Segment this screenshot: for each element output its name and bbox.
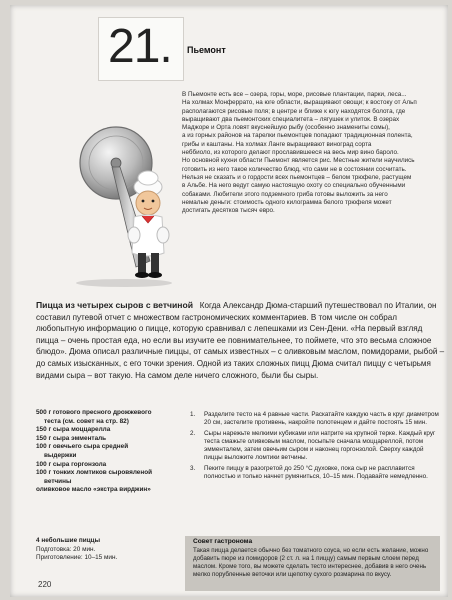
book-page (10, 5, 448, 597)
ingredient-line: 100 г тонких ломтиков сыровяленой (36, 469, 153, 477)
recipe-steps (190, 411, 440, 483)
advice-title: Совет гастронома (193, 538, 253, 545)
recipe-step (190, 465, 440, 482)
step-number: 1. (190, 411, 196, 418)
recipe-step (190, 430, 440, 463)
ingredient-line: 150 г сыра эмменталь (36, 434, 107, 442)
recipe-intro-text: Когда Александр Дюма-старший путешествовал по Италии, он составил путевой отчет с множеством гастрономических комментариев. В том числе он собрал любопытную информацию о пицце, которую сравнивал с лепешками из Сен-Дени. «На первый взгляд пицца – очень простая еда, но если вы изучите ее повнимательнее, то поймете, что это весьма сложное блюдо». Дюма описал различные пиццы, от самых известных – с оливковым маслом, помидорами, рыбой – до самых изысканных, с его точки зрения. Одной из таких сложных пицц Дюма считал пиццу с четырьмя видами сыра – вот такую. На самом деле ничего сложного, были бы сыры. (36, 301, 445, 380)
chapter-title: Пьемонт (187, 45, 226, 55)
pizza-cutter-chef-illustration (58, 123, 198, 288)
prep-time: Подготовка: 20 мин. (36, 545, 96, 553)
ingredient-line: 100 г сыра горгонзола (36, 460, 107, 468)
servings-info (36, 537, 181, 563)
cook-time: Приготовление: 10–15 мин. (36, 554, 118, 562)
chapter-number: 21. (108, 20, 172, 73)
intro-line: а из горных районов на тарелки пьемонтцев попадают традиционная полента, (182, 132, 413, 140)
step-number: 2. (190, 429, 196, 437)
step-text: Сыры нарежьте мелкими кубиками или натрите на крупной терке. Каждый круг теста смажьте оливковым маслом, посыпьте сначала моццареллой, потом эмменталем, затем овечьим сыром и наконец горгонзолой. Сверху каждой пиццы выложите ломтики ветчины. (204, 429, 436, 462)
intro-line: Маджоре и Орта ловят вкуснейшую рыбу (особенно знамениты сомы), (182, 124, 390, 132)
intro-line: немалые деньги: стоимость одного килограмма белого трюфеля может (182, 198, 392, 206)
intro-line: выращивают два пьемонтских специалитета – лягушек и улиток. В озерах (182, 115, 400, 123)
intro-line: в Альбе. На него ведут самую настоящую охоту со специально обученными (182, 182, 406, 190)
intro-line: готовить из него такое количество блюд, что сами не в состоянии сосчитать. (182, 165, 407, 173)
intro-line: На холмах Монферрато, на юге области, выращивают овощи; к востоку от Альп (182, 99, 417, 107)
intro-line: грибы и каштаны. На холмах Ланге выращивают виноград сорта (182, 140, 372, 148)
step-number: 3. (190, 464, 196, 472)
intro-line: Нельзя не сказать и о гордости всех пьемонтцев – белом трюфеле, растущем (182, 173, 412, 181)
ingredient-line: теста (см. совет на стр. 82) (44, 417, 129, 425)
ingredient-line: оливковое масло «экстра вирджин» (36, 486, 151, 494)
intro-line: неббиоло, из которого делают прославившееся на весь мир вино бароло. (182, 149, 399, 157)
intro-line: Но основной кухни области Пьемонт является рис. Местные жители научились (182, 157, 415, 165)
ingredient-line: 150 г сыра моццарелла (36, 426, 111, 434)
intro-line: собаками. Любители этого подземного гриба готовы выложить за него (182, 190, 388, 198)
ingredient-line: выдержки (44, 451, 77, 459)
recipe-title: Пицца из четырех сыров с ветчиной (36, 300, 194, 310)
advice-box (185, 536, 440, 591)
advice-text: Такая пицца делается обычно без томатного соуса, но если есть желание, можно добавить пюре из помидоров (2 ст. л. на 1 пиццу) самым первым слоем перед маслом. Кроме того, вы можете сделать тесто интереснее, добавив в него очень мелко порубленные веточки или щепотку сухого розмарина по вкусу. (193, 547, 429, 579)
recipe-step (190, 411, 440, 428)
servings-title: 4 небольшие пиццы (36, 537, 101, 544)
ingredient-line: 500 г готового пресного дрожжевого (36, 409, 152, 416)
ingredient-line: ветчины (44, 477, 72, 485)
intro-line: располагаются рисовые поля; в центре и ближе к югу находятся болота, где (182, 107, 406, 115)
step-text: Пеките пиццу в разогретой до 250 °С духовке, пока сыр не расплавится полностью и только начнет румяниться, 10–15 мин. Подавайте немедленно. (204, 464, 428, 481)
ingredient-line: 100 г овечьего сыра средней (36, 443, 129, 451)
step-text: Разделите тесто на 4 равные части. Раскатайте каждую часть в круг диаметром 20 см, застелите противень, накройте полотенцем и дайте постоять 15 мин. (204, 411, 439, 427)
recipe-intro-block (36, 300, 446, 381)
intro-line: В Пьемонте есть все – озера, горы, море, рисовые плантации, парки, леса... (182, 91, 407, 98)
intro-text (182, 91, 437, 215)
intro-line: достигать десятков тысяч евро. (182, 207, 275, 215)
ingredients-list (36, 409, 181, 495)
page-number: 220 (38, 580, 52, 589)
